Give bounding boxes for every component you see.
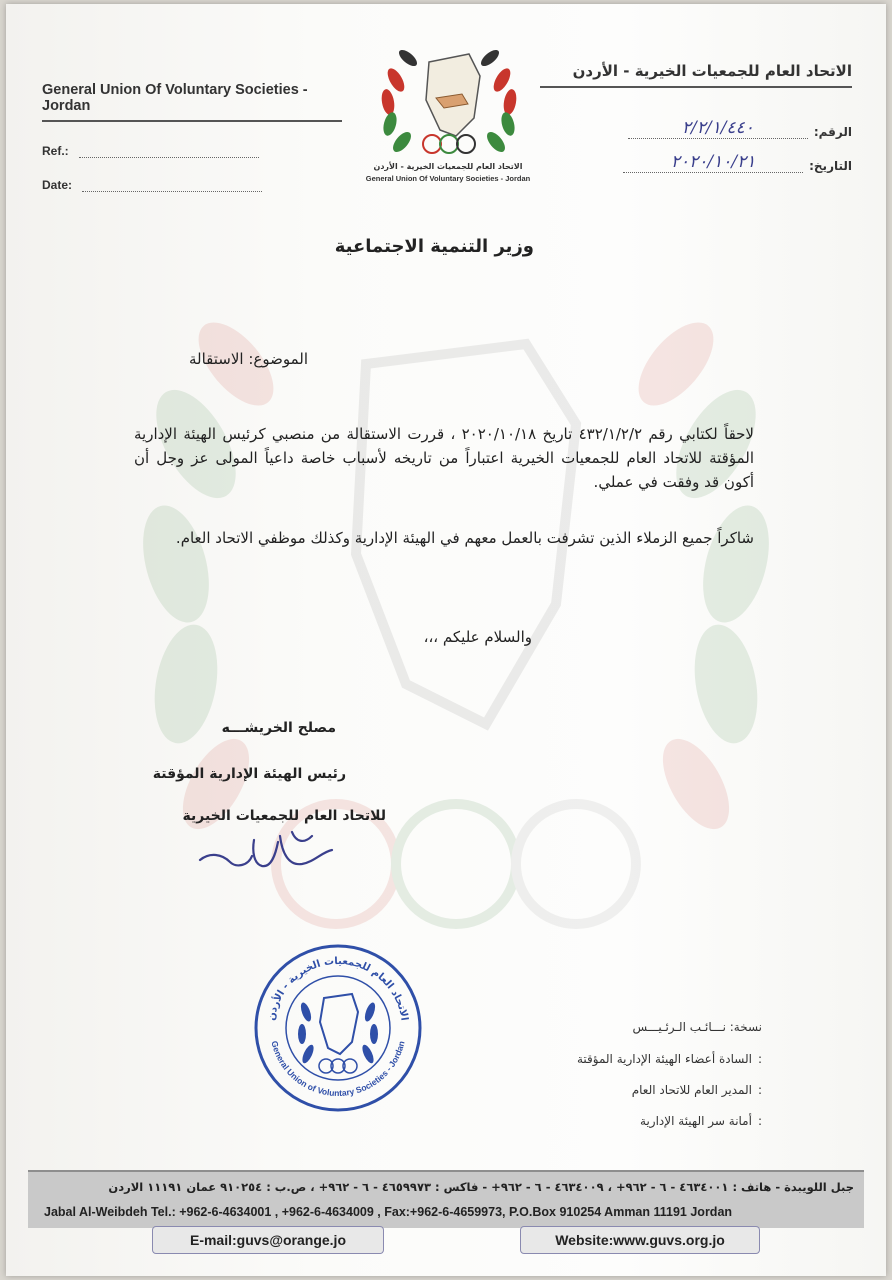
closing: والسلام عليكم ،،، xyxy=(423,628,532,646)
org-name-ar: الاتحاد العام للجمعيات الخيرية - الأردن xyxy=(540,62,852,88)
logo-caption-ar: الاتحاد العام للجمعيات الخيرية - الأردن xyxy=(373,162,523,171)
signatory-title-1: رئيس الهيئة الإدارية المؤقتة xyxy=(152,766,346,782)
number-value: ٢/٢/١/٤٤٠ xyxy=(681,118,754,138)
date-dots-en xyxy=(82,191,262,192)
copy-item: :أمانة سر الهيئة الإدارية xyxy=(640,1114,762,1128)
footer-address-ar: جبل اللويبدة - هاتف : ٤٦٣٤٠٠١ - ٦ - ٩٦٢+ ، ٤٦٣٤٠٠٩ - ٦ - ٩٦٢+ - فاكس : ٤٦٥٩٩٧٣ - ٦ - ٩٦٢+ ، ص.ب : ٩١٠٢٥٤ عمان ١١١٩١ الاردن xyxy=(108,1180,854,1194)
date-label-en: Date: xyxy=(42,178,73,192)
signatory-title-2: للاتحاد العام للجمعيات الخيرية xyxy=(182,808,386,824)
logo-caption-en: General Union Of Voluntary Societies - Jordan xyxy=(365,174,531,183)
date-field-ar xyxy=(602,152,852,173)
copy-item: :السادة أعضاء الهيئة الإدارية المؤقتة xyxy=(576,1052,762,1066)
ref-field xyxy=(42,144,259,158)
copies-label: نسخة: نـــائـب الـرئـيـــس xyxy=(632,1020,762,1034)
ref-dots xyxy=(79,157,259,158)
footer-email: E-mail:guvs@orange.jo xyxy=(152,1226,384,1254)
date-value: ٢٠٢٠/١٠/٢١ xyxy=(670,152,756,172)
copies-list xyxy=(502,1020,762,1145)
number-label-ar: الرقم: xyxy=(813,125,852,139)
letter-page xyxy=(6,4,886,1276)
date-dots-ar xyxy=(623,152,803,173)
recipient: وزير التنمية الاجتماعية xyxy=(334,236,534,257)
number-dots xyxy=(628,118,808,139)
signatory-name: مصلح الخريشـــه xyxy=(221,720,336,736)
paragraph-2: شاكراً جميع الزملاء الذين تشرفت بالعمل معهم في الهيئة الإدارية وكذلك موظفي الاتحاد العام. xyxy=(175,529,754,547)
org-name-en: General Union Of Voluntary Societies - Jordan xyxy=(42,82,342,122)
signature-icon xyxy=(192,822,342,882)
ref-label: Ref.: xyxy=(42,144,69,158)
stamp-text-en: General Union of Voluntary Societies - Jordan xyxy=(269,1039,407,1099)
date-label-ar: التاريخ: xyxy=(809,159,852,173)
org-logo-icon xyxy=(374,40,524,160)
number-field-ar xyxy=(602,118,852,139)
paragraph-1: لاحقاً لكتابي رقم ٤٣٢/١/٢/٢ تاريخ ٢٠٢٠/١٠/١٨ ، قررت الاستقالة من منصبي كرئيس الهيئة الإدارية المؤقتة للاتحاد العام للجمعيات الخيرية اعتباراً من تاريخه لأسباب خاصة داعياً المولى عز وجل أن أكون قد وفقت في عملي. xyxy=(134,425,754,491)
copy-item: :المدير العام للاتحاد العام xyxy=(631,1083,762,1097)
date-field-en xyxy=(42,178,262,192)
official-stamp-icon xyxy=(252,942,424,1114)
stamp-text-ar: الاتحاد العام للجمعيات الخيرية - الأردن xyxy=(266,955,410,1022)
footer-website: Website:www.guvs.org.jo xyxy=(520,1226,760,1254)
subject-line: الموضوع: الاستقالة xyxy=(188,350,308,368)
footer-bar xyxy=(28,1170,864,1228)
footer-address-en: Jabal Al-Weibdeh Tel.: +962-6-4634001 , +962-6-4634009 , Fax:+962-6-4659973, P.O.Box 910254 Amman 11191 Jordan xyxy=(44,1205,733,1219)
